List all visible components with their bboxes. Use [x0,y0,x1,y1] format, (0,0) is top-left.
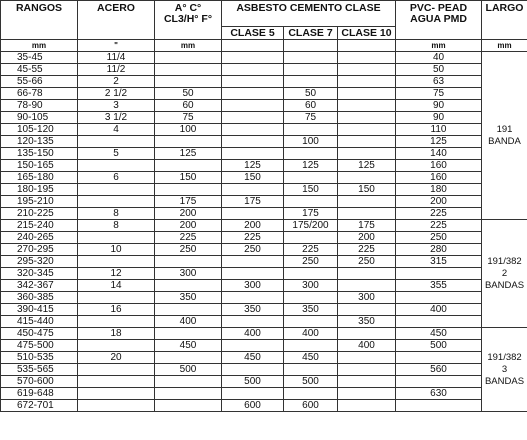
cell-acero: 10 [78,244,155,256]
cell-clase7: 150 [284,184,338,196]
cell-clase10: 400 [338,340,396,352]
cell-clase5: 450 [222,352,284,364]
cell-ac [155,136,222,148]
table-row [1,88,527,100]
cell-rango: 570-600 [1,376,78,388]
cell-clase5: 500 [222,376,284,388]
cell-clase10 [338,136,396,148]
cell-rango: 535-565 [1,364,78,376]
units-row [1,40,527,52]
table-row [1,256,527,268]
cell-clase10 [338,268,396,280]
cell-clase5 [222,64,284,76]
cell-clase5 [222,364,284,376]
header-largo: LARGO [482,1,527,40]
cell-acero: 20 [78,352,155,364]
cell-clase10 [338,304,396,316]
cell-clase7: 100 [284,136,338,148]
cell-clase10 [338,148,396,160]
cell-ac: 350 [155,292,222,304]
cell-clase5 [222,256,284,268]
cell-acero: 16 [78,304,155,316]
largo-line: BANDAS [484,279,525,291]
cell-clase7 [284,316,338,328]
cell-rango: 180-195 [1,184,78,196]
cell-clase10: 150 [338,184,396,196]
cell-pvc: 40 [396,52,482,64]
cell-clase5 [222,136,284,148]
cell-ac [155,184,222,196]
cell-pvc: 630 [396,388,482,400]
cell-clase5: 400 [222,328,284,340]
cell-ac: 225 [155,232,222,244]
cell-acero [78,160,155,172]
table-row [1,376,527,388]
cell-largo [482,52,527,220]
table-row [1,400,527,412]
cell-clase10 [338,388,396,400]
header-pvc [396,1,482,40]
table-row [1,388,527,400]
cell-clase5: 200 [222,220,284,232]
cell-pvc [396,292,482,304]
cell-ac: 450 [155,340,222,352]
cell-clase10 [338,124,396,136]
table-row [1,64,527,76]
cell-ac: 300 [155,268,222,280]
unit-clase10 [338,40,396,52]
cell-rango: 45-55 [1,64,78,76]
cell-largo [482,328,527,412]
cell-rango: 66-78 [1,88,78,100]
cell-acero [78,232,155,244]
cell-acero [78,136,155,148]
cell-rango: 390-415 [1,304,78,316]
cell-clase10 [338,376,396,388]
cell-ac [155,388,222,400]
table-row [1,172,527,184]
cell-clase7 [284,148,338,160]
cell-clase10: 225 [338,244,396,256]
cell-rango: 210-225 [1,208,78,220]
cell-clase5 [222,388,284,400]
cell-clase10 [338,280,396,292]
cell-ac [155,52,222,64]
cell-pvc: 90 [396,112,482,124]
cell-rango: 55-66 [1,76,78,88]
largo-line: BANDAS [484,375,525,387]
cell-clase10 [338,172,396,184]
cell-clase7: 125 [284,160,338,172]
cell-clase10 [338,352,396,364]
cell-rango: 672-701 [1,400,78,412]
unit-rangos: mm [1,40,78,52]
cell-ac: 50 [155,88,222,100]
cell-ac: 75 [155,112,222,124]
cell-clase5: 600 [222,400,284,412]
cell-acero: 3 [78,100,155,112]
cell-acero: 4 [78,124,155,136]
cell-rango: 135-150 [1,148,78,160]
cell-clase7: 60 [284,100,338,112]
cell-clase10: 350 [338,316,396,328]
cell-acero: 8 [78,208,155,220]
table-row [1,160,527,172]
cell-clase7: 450 [284,352,338,364]
cell-pvc: 125 [396,136,482,148]
table-row [1,280,527,292]
cell-acero [78,196,155,208]
cell-pvc: 355 [396,280,482,292]
cell-acero: 18 [78,328,155,340]
cell-clase7: 500 [284,376,338,388]
cell-ac: 100 [155,124,222,136]
cell-clase10: 250 [338,256,396,268]
cell-ac [155,376,222,388]
cell-clase5: 125 [222,160,284,172]
cell-acero: 6 [78,172,155,184]
table-row [1,352,527,364]
cell-pvc: 250 [396,232,482,244]
cell-ac [155,160,222,172]
cell-pvc: 500 [396,340,482,352]
cell-ac: 200 [155,208,222,220]
cell-rango: 240-265 [1,232,78,244]
cell-pvc: 160 [396,172,482,184]
cell-ac: 175 [155,196,222,208]
cell-clase7 [284,388,338,400]
unit-pvc: mm [396,40,482,52]
cell-clase10 [338,52,396,64]
cell-acero: 11/4 [78,52,155,64]
cell-acero [78,400,155,412]
cell-rango: 165-180 [1,172,78,184]
cell-clase7 [284,172,338,184]
table-row [1,100,527,112]
unit-largo: mm [482,40,527,52]
cell-clase10: 125 [338,160,396,172]
cell-clase10 [338,76,396,88]
cell-rango: 619-648 [1,388,78,400]
cell-acero: 5 [78,148,155,160]
cell-acero: 14 [78,280,155,292]
cell-pvc: 160 [396,160,482,172]
cell-clase10 [338,100,396,112]
cell-clase10 [338,328,396,340]
cell-clase5 [222,268,284,280]
header-row [1,1,527,27]
unit-ac: mm [155,40,222,52]
unit-clase7 [284,40,338,52]
cell-clase7: 175/200 [284,220,338,232]
header-acero: ACERO [78,1,155,40]
table-row [1,304,527,316]
cell-clase5 [222,340,284,352]
cell-rango: 450-475 [1,328,78,340]
cell-pvc: 560 [396,364,482,376]
cell-clase7: 300 [284,280,338,292]
header-rangos: RANGOS [1,1,78,40]
header-ac [155,1,222,40]
table-row [1,328,527,340]
cell-ac [155,352,222,364]
cell-pvc: 140 [396,148,482,160]
cell-acero [78,256,155,268]
cell-rango: 120-135 [1,136,78,148]
cell-ac: 200 [155,220,222,232]
table-row [1,184,527,196]
cell-clase7: 175 [284,208,338,220]
cell-clase7: 600 [284,400,338,412]
table-row [1,196,527,208]
cell-acero: 2 1/2 [78,88,155,100]
cell-ac: 125 [155,148,222,160]
cell-largo [482,220,527,328]
cell-ac: 250 [155,244,222,256]
cell-acero: 11/2 [78,64,155,76]
cell-clase5 [222,100,284,112]
cell-ac [155,256,222,268]
cell-pvc: 180 [396,184,482,196]
cell-acero [78,376,155,388]
cell-clase5 [222,184,284,196]
cell-pvc: 225 [396,220,482,232]
cell-acero [78,316,155,328]
table-body [1,52,527,412]
cell-acero: 8 [78,220,155,232]
cell-pvc: 90 [396,100,482,112]
cell-clase5 [222,76,284,88]
cell-ac [155,400,222,412]
cell-clase5: 175 [222,196,284,208]
cell-clase5: 300 [222,280,284,292]
unit-acero: " [78,40,155,52]
cell-ac [155,280,222,292]
table-row [1,232,527,244]
cell-clase5: 225 [222,232,284,244]
header-clase10: CLASE 10 [338,27,396,40]
cell-pvc: 63 [396,76,482,88]
unit-clase5 [222,40,284,52]
header-clase5: CLASE 5 [222,27,284,40]
largo-line: 191/382 2 [487,255,522,279]
cell-ac: 60 [155,100,222,112]
cell-pvc: 315 [396,256,482,268]
cell-pvc: 50 [396,64,482,76]
cell-pvc [396,376,482,388]
cell-clase7 [284,232,338,244]
table-row [1,220,527,232]
cell-pvc: 450 [396,328,482,340]
cell-acero [78,184,155,196]
cell-rango: 90-105 [1,112,78,124]
header-asbesto: ASBESTO CEMENTO CLASE [222,1,396,27]
cell-rango: 215-240 [1,220,78,232]
cell-clase10 [338,112,396,124]
cell-rango: 195-210 [1,196,78,208]
cell-rango: 105-120 [1,124,78,136]
cell-clase10: 175 [338,220,396,232]
cell-clase10 [338,196,396,208]
cell-clase5: 150 [222,172,284,184]
table-row [1,268,527,280]
cell-rango: 150-165 [1,160,78,172]
header-clase7: CLASE 7 [284,27,338,40]
table-row [1,364,527,376]
cell-clase7 [284,76,338,88]
cell-pvc: 110 [396,124,482,136]
cell-clase10 [338,88,396,100]
cell-clase7 [284,52,338,64]
cell-clase7: 75 [284,112,338,124]
table-row [1,148,527,160]
table-row [1,244,527,256]
cell-pvc [396,316,482,328]
cell-clase10 [338,64,396,76]
cell-clase5: 350 [222,304,284,316]
cell-pvc: 200 [396,196,482,208]
cell-clase5 [222,88,284,100]
cell-clase5 [222,292,284,304]
table-row [1,316,527,328]
cell-rango: 78-90 [1,100,78,112]
cell-clase7: 400 [284,328,338,340]
table-row [1,112,527,124]
table-row [1,340,527,352]
cell-clase5 [222,124,284,136]
table-row [1,52,527,64]
table-row [1,136,527,148]
cell-clase7 [284,292,338,304]
cell-ac [155,76,222,88]
cell-rango: 475-500 [1,340,78,352]
largo-line: 191/382 3 [487,351,522,375]
table-row [1,124,527,136]
cell-clase10: 200 [338,232,396,244]
cell-ac: 150 [155,172,222,184]
cell-pvc [396,400,482,412]
table-row [1,76,527,88]
cell-pvc: 400 [396,304,482,316]
cell-acero: 3 1/2 [78,112,155,124]
cell-ac: 500 [155,364,222,376]
cell-rango: 295-320 [1,256,78,268]
cell-pvc: 225 [396,208,482,220]
cell-clase10 [338,208,396,220]
cell-ac [155,64,222,76]
cell-clase5 [222,316,284,328]
table-row [1,292,527,304]
cell-pvc [396,268,482,280]
cell-clase7: 350 [284,304,338,316]
cell-clase7: 50 [284,88,338,100]
cell-clase10: 300 [338,292,396,304]
cell-clase5: 250 [222,244,284,256]
cell-rango: 270-295 [1,244,78,256]
cell-ac [155,328,222,340]
largo-line: BANDA [488,135,521,147]
cell-pvc: 75 [396,88,482,100]
cell-rango: 415-440 [1,316,78,328]
cell-acero: 2 [78,76,155,88]
table-row [1,208,527,220]
cell-clase7: 225 [284,244,338,256]
cell-clase5 [222,52,284,64]
cell-rango: 510-535 [1,352,78,364]
cell-ac [155,304,222,316]
cell-clase5 [222,148,284,160]
cell-rango: 360-385 [1,292,78,304]
cell-acero [78,340,155,352]
cell-acero [78,292,155,304]
cell-pvc: 280 [396,244,482,256]
cell-clase5 [222,112,284,124]
largo-line: 191 [496,123,513,135]
cell-clase7: 250 [284,256,338,268]
cell-ac: 400 [155,316,222,328]
cell-acero: 12 [78,268,155,280]
cell-rango: 320-345 [1,268,78,280]
cell-clase7 [284,364,338,376]
cell-pvc [396,352,482,364]
cell-rango: 342-367 [1,280,78,292]
cell-acero [78,364,155,376]
cell-clase7 [284,124,338,136]
header-pvc-text: PVC- PEAD AGUA PMD [409,2,468,25]
cell-clase10 [338,400,396,412]
header-ac-text: A° C° CL3/H° F° [163,2,213,25]
cell-rango: 35-45 [1,52,78,64]
cell-clase10 [338,364,396,376]
cell-clase7 [284,64,338,76]
cell-clase7 [284,340,338,352]
cell-clase7 [284,268,338,280]
cell-clase7 [284,196,338,208]
cell-acero [78,388,155,400]
cell-clase5 [222,208,284,220]
